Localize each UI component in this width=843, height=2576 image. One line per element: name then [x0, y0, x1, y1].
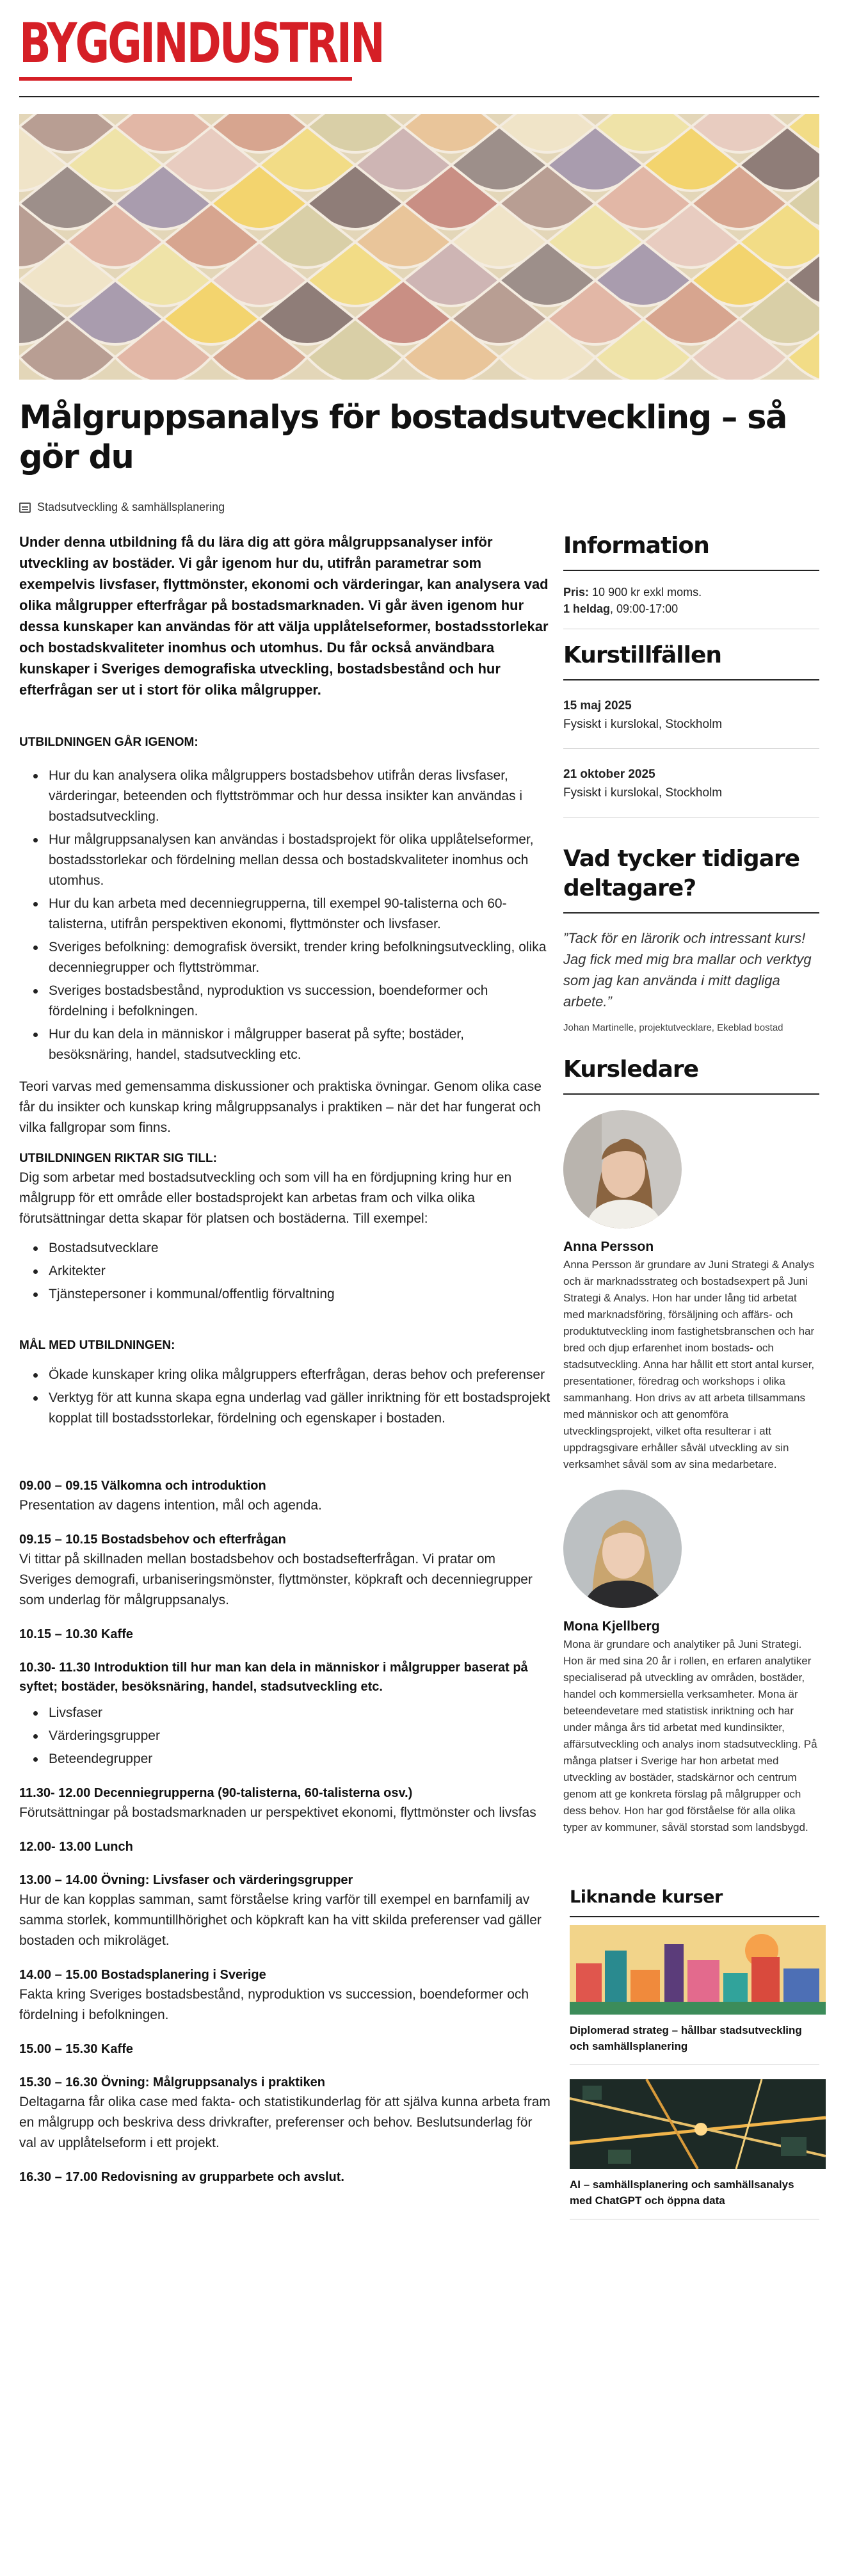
schedule-item [19, 1530, 550, 1611]
leader-name: Mona Kjellberg [563, 1619, 660, 1634]
price-label: Pris: [563, 586, 590, 599]
date-title: 15 maj 2025 [563, 699, 632, 712]
list-item: Arkitekter [19, 1261, 550, 1282]
site-logo[interactable] [19, 12, 383, 85]
review-author: Johan Martinelle, projektutvecklare, Ekeblad bostad [563, 1022, 783, 1033]
schedule [19, 1476, 550, 2187]
category-label: Stadsutveckling & samhällsplanering [37, 501, 225, 513]
similar-heading: Liknande kurser [570, 1887, 819, 1917]
schedule-item [19, 1625, 550, 1644]
schedule-time: 10.15 – 10.30 Kaffe [19, 1627, 133, 1641]
city-illustration [570, 1925, 826, 2015]
list-item: Sveriges befolkning: demografisk översikt, trender kring befolkningsutveckling, olika decenniegrupper och flyttströmmar. [19, 937, 550, 978]
logo-text: BYGGINDUSTRIN [19, 12, 383, 76]
schedule-time: 14.00 – 15.00 Bostadsplanering i Sverige [19, 1968, 266, 1982]
goals-list [19, 1365, 550, 1429]
date-place: Fysiskt i kurslokal, Stockholm [563, 786, 723, 800]
page-title: Målgruppsanalys för bostadsutveckling – så gör du [19, 399, 787, 476]
lead-paragraph: Under denna utbildning få du lära dig att göra målgruppsanalyser inför utveckling av bostäder. Vi går igenom hur du, utifrån parametrar som exempelvis livsfaser, flyttmönster, ekonomi och värderingar, kan analysera vad olika målgrupper efterfrågar på bostadsmarknaden. Vi går även igenom hur dessa kunskaper kan användas för att välja upplåtelseformer, bostadsstorlekar och bostadskvaliteter inomhus och utomhus. Du får också användbara kunskaper i Sveriges demografiska utveckling, bostadsbestånd och hur efterfrågan ser ut i stort för olika målgrupper. [19, 534, 549, 698]
avatar [563, 1110, 682, 1228]
duration-value: , 09:00-17:00 [610, 602, 678, 615]
course-thumbnail [570, 1925, 826, 2015]
list-item: Livsfaser [19, 1703, 550, 1723]
leader-bio: Mona är grundare och analytiker på Juni Strategi. Hon är med sina 20 år i rollen, en erfaren analytiker specialiserad på utveckling av områden, bostäder, handel och kommersiella verksamheter. Mona är beteendevetare med statistisk inriktning och har under många års tid arbetat med kundinsikter, affärsutveckling och analys inom stadsutveckling. På många platser i Sverige har hon arbetat med utveckling av bostäder, stadskärnor och centrum genom att ge konkreta förslag på målgrupper och dess behov. Hon har god förståelse för alla olika typer av kommuner, såväl storstad som landsbygd. [563, 1638, 817, 1833]
similar-course-card[interactable] [570, 1925, 819, 2065]
schedule-time: 15.30 – 16.30 Övning: Målgruppsanalys i praktiken [19, 2075, 325, 2089]
price-value: 10 900 kr exkl moms. [592, 586, 702, 599]
schedule-desc: Fakta kring Sveriges bostadsbestånd, nyproduktion vs succession, boendeformer och fördelning i befolkningen. [19, 1987, 529, 2022]
schedule-item [19, 1658, 550, 1769]
covers-list [19, 766, 550, 1065]
schedule-time: 09.00 – 09.15 Välkomna och introduktion [19, 1479, 266, 1493]
schedule-time: 15.00 – 15.30 Kaffe [19, 2042, 133, 2056]
date-title: 21 oktober 2025 [563, 768, 655, 781]
covers-heading: UTBILDNINGEN GÅR IGENOM: [19, 736, 198, 749]
info-block [563, 571, 819, 629]
course-title: Diplomerad strateg – hållbar stadsutveckling och samhällsplanering [570, 2022, 819, 2065]
info-heading: Information [563, 531, 819, 571]
night-city-illustration [570, 2079, 826, 2169]
list-item: Sveriges bostadsbestånd, nyproduktion vs succession, boendeformer och fördelning i befolkningen. [19, 981, 550, 1022]
schedule-desc: Hur de kan kopplas samman, samt förståelse kring varför till exempel en barnfamilj av samma storlek, kommuntillhörighet och köpkraft kan ha vitt skilda preferenser vad gäller bostaden och mikroläget. [19, 1892, 542, 1948]
list-item: Värderingsgrupper [19, 1726, 550, 1746]
similar-courses [563, 1887, 819, 2219]
course-thumbnail [570, 2079, 826, 2169]
goals-heading: MÅL MED UTBILDNINGEN: [19, 1339, 175, 1352]
schedule-item [19, 1783, 550, 1823]
schedule-item [19, 1871, 550, 1951]
schedule-item [19, 2168, 550, 2187]
schedule-time: 13.00 – 14.00 Övning: Livsfaser och värderingsgrupper [19, 1873, 353, 1887]
schedule-item [19, 2073, 550, 2153]
schedule-time: 16.30 – 17.00 Redovisning av grupparbete och avslut. [19, 2170, 344, 2184]
schedule-desc: Vi tittar på skillnaden mellan bostadsbehov och bostadsefterfrågan. Vi pratar om Sveriges demografi, urbaniseringsmönster, flyttmönster, köpkraft och decenniegrupper som underlag för målgruppsanalys. [19, 1552, 533, 1607]
duration-row [563, 600, 819, 617]
list-item: Hur du kan analysera olika målgruppers bostadsbehov utifrån deras livsfaser, värderingar, beteenden och flyttströmmar och hur dessa insikter kan användas i bostadsutveckling. [19, 766, 550, 827]
leader-name: Anna Persson [563, 1239, 654, 1254]
category-tag[interactable] [19, 501, 225, 514]
method-paragraph: Teori varvas med gemensamma diskussioner och praktiska övningar. Genom olika case får du insikter och kunskap kring målgruppsanalys i praktiken – när det har fungerat och vilka fallgropar som finns. [19, 1079, 542, 1135]
list-item: Verktyg för att kunna skapa egna underlag vad gäller inriktning för ett bostadsprojekt kopplat till bostadsstorlekar, fördelning och egenskaper i bostaden. [19, 1388, 550, 1429]
schedule-item [19, 1837, 550, 1856]
review-quote: ”Tack för en lärorik och intressant kurs! Jag fick med mig bra mallar och verktyg som jag kan använda i mitt dagliga arbete.” [563, 930, 812, 1010]
main-content [19, 531, 550, 2201]
list-item: Tjänstepersoner i kommunal/offentlig förvaltning [19, 1284, 550, 1305]
schedule-time: 09.15 – 10.15 Bostadsbehov och efterfrågan [19, 1533, 286, 1547]
leader-bio: Anna Persson är grundare av Juni Strategi & Analys och är marknadsstrateg och bostadsexpert på Juni Strategi & Analys. Hon har under lång tid arbetat med marknadsföring, försäljning och affärs- och produktutveckling inom fastighetsbranschen och har bred och djup erfarenhet inom bostads- och stadsutveckling. Anna har hållit ett stort antal kurser, presentationer, föredrag och workshops i olika sammanhang. Hon drivs av att arbeta tillsammans med människor och att genomföra utvecklingsprojekt, vilket ofta resulterar i att uppdragsgivare erhåller såväl utveckling av sin verksamhet såväl som av sina medarbetare. [563, 1259, 815, 1470]
sidebar [563, 531, 819, 2219]
scale-tiles-illustration [19, 114, 819, 380]
leader-card [563, 1490, 819, 1836]
schedule-sublist [19, 1703, 550, 1769]
schedule-time: 11.30- 12.00 Decenniegrupperna (90-talisterna, 60-talisterna osv.) [19, 1786, 413, 1800]
reviews-heading: Vad tycker tidigare deltagare? [563, 844, 819, 914]
avatar [563, 1490, 682, 1608]
schedule-time: 10.30- 11.30 Introduktion till hur man kan dela in människor i målgrupper baserat på syftet; bostäder, besöksnäring, handel, stadsutveckling etc. [19, 1661, 528, 1694]
schedule-item [19, 2040, 550, 2059]
similar-course-card[interactable] [570, 2079, 819, 2219]
hero-image [19, 114, 819, 380]
price-row [563, 584, 819, 600]
list-item: Bostadsutvecklare [19, 1238, 550, 1259]
schedule-item [19, 1965, 550, 2025]
target-paragraph: Dig som arbetar med bostadsutveckling och som vill ha en fördjupning kring hur en målgrupp för ett område eller bostadsprojekt kan arbetas fram och vilka olika förutsättningar detta skapar för platsen och bostäderna. Till exempel: [19, 1170, 512, 1226]
calendar-icon [19, 503, 31, 513]
schedule-desc: Förutsättningar på bostadsmarknaden ur perspektivet ekonomi, flyttmönster och livsfas [19, 1805, 536, 1820]
course-date[interactable] [563, 749, 819, 817]
duration-label: 1 heldag [563, 602, 611, 615]
schedule-desc: Presentation av dagens intention, mål och agenda. [19, 1498, 322, 1513]
target-list [19, 1238, 550, 1305]
list-item: Hur målgruppsanalysen kan användas i bostadsprojekt för olika upplåtelseformer, bostadsstorlekar och fördelning mellan dessa och bostadskvaliteter inomhus och utomhus. [19, 830, 550, 891]
portrait-icon [563, 1490, 682, 1608]
course-title: AI – samhällsplanering och samhällsanalys med ChatGPT och öppna data [570, 2177, 819, 2219]
list-item: Hur du kan arbeta med decenniegrupperna, till exempel 90-talisterna och 60-talisterna, utifrån perspektiven ekonomi, flyttmönster och livsfaser. [19, 894, 550, 935]
list-item: Hur du kan dela in människor i målgrupper baserat på syfte; bostäder, besöksnäring, handel, stadsutveckling etc. [19, 1024, 550, 1065]
list-item: Ökade kunskaper kring olika målgruppers efterfrågan, deras behov och preferenser [19, 1365, 550, 1385]
target-heading: UTBILDNINGEN RIKTAR SIG TILL: [19, 1152, 217, 1165]
leaders-heading: Kursledare [563, 1055, 819, 1095]
leader-card [563, 1110, 819, 1473]
schedule-time: 12.00- 13.00 Lunch [19, 1840, 133, 1854]
list-item: Beteendegrupper [19, 1749, 550, 1769]
dates-heading: Kurstillfällen [563, 641, 819, 680]
header-divider [19, 96, 819, 97]
portrait-icon [563, 1110, 682, 1228]
logo-underline [19, 77, 352, 81]
course-date[interactable] [563, 680, 819, 749]
date-place: Fysiskt i kurslokal, Stockholm [563, 718, 723, 731]
schedule-desc: Deltagarna får olika case med fakta- och statistikunderlag för att själva kunna arbeta fram en målgrupp och beskriva dess drivkrafter, preferenser och behov. Beslutsunderlag för val av upplåtelseform i ett projekt. [19, 2095, 550, 2150]
schedule-item [19, 1476, 550, 1516]
